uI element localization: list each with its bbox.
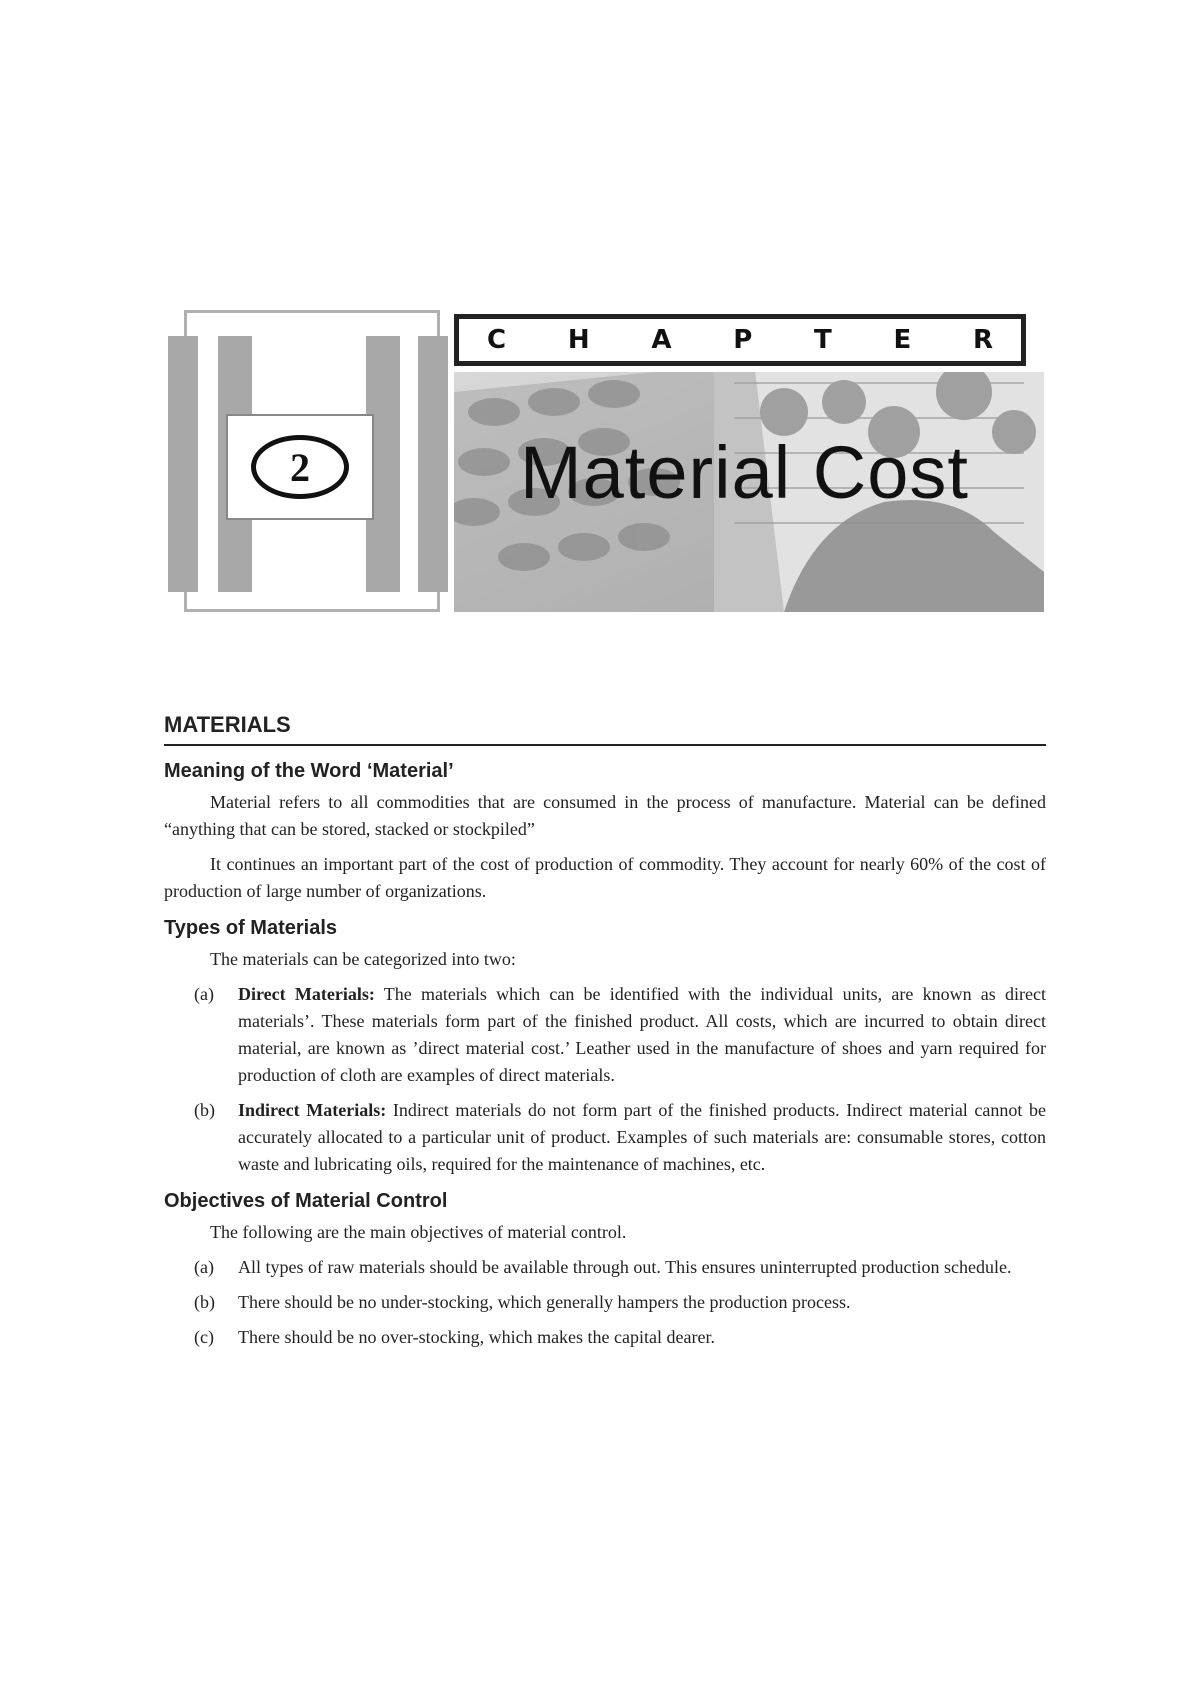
list-marker: (b) (194, 1292, 215, 1312)
list-item (164, 1289, 1046, 1316)
chapter-letter: C (487, 325, 507, 355)
decorative-bar (168, 336, 198, 592)
subsection-heading: Meaning of the Word ‘Material’ (164, 760, 454, 782)
chapter-letter: R (972, 325, 993, 355)
chapter-number-box (226, 414, 374, 520)
page-content (164, 712, 1046, 1359)
list-item (164, 981, 1046, 1089)
chapter-letter: H (567, 325, 590, 355)
list-item (164, 1324, 1046, 1351)
list-marker: (a) (194, 1257, 214, 1277)
subsection-heading: Types of Materials (164, 917, 338, 939)
list-item-text (238, 1097, 1046, 1178)
list-term: Indirect Materials: (238, 1100, 387, 1120)
chapter-letter: P (733, 325, 753, 355)
paragraph: It continues an important part of the cost of production of commodity. They account for nearly 60% of the cost of production of large number of organizations. (164, 854, 1046, 901)
list-term: Direct Materials: (238, 984, 375, 1004)
chapter-number: 2 (251, 435, 349, 499)
subsection-heading: Objectives of Material Control (164, 1190, 448, 1212)
list-item-text: There should be no under-stocking, which generally hampers the production process. (238, 1292, 851, 1312)
list-item-text: All types of raw materials should be available through out. This ensures uninterrupted production schedule. (238, 1257, 1012, 1277)
list-item-text (238, 981, 1046, 1089)
list-marker: (a) (194, 984, 214, 1004)
list-item (164, 1097, 1046, 1178)
list-body: Indirect materials do not form part of the finished products. Indirect material cannot be accurately allocated to a particular unit of product. Examples of such materials are: consumable stores, cotton waste and lubricating oils, required for the maintenance of machines, etc. (238, 1100, 1046, 1174)
paragraph: Material refers to all commodities that are consumed in the process of manufacture. Material can be defined “anything that can be stored, stacked or stockpiled” (164, 792, 1046, 839)
chapter-letter: A (651, 325, 672, 355)
paragraph: The materials can be categorized into two: (210, 949, 516, 969)
list-marker: (b) (194, 1100, 215, 1120)
list-body: The materials which can be identified with the individual units, are known as direct materials’. These materials form part of the finished product. All costs, which are incurred to obtain direct material, are known as ’direct material cost.’ Leather used in the manufacture of shoes and yarn required for production of cloth are examples of direct materials. (238, 984, 1046, 1085)
section-heading: MATERIALS (164, 712, 1046, 746)
chapter-letter: E (893, 325, 912, 355)
decorative-bar (418, 336, 448, 592)
list-item-text: There should be no over-stocking, which makes the capital dearer. (238, 1327, 715, 1347)
list-marker: (c) (194, 1327, 214, 1347)
chapter-title: Material Cost (520, 431, 969, 514)
chapter-letter: T (813, 325, 832, 355)
chapter-label (454, 314, 1026, 366)
list-item (164, 1254, 1046, 1281)
paragraph: The following are the main objectives of material control. (210, 1222, 627, 1242)
